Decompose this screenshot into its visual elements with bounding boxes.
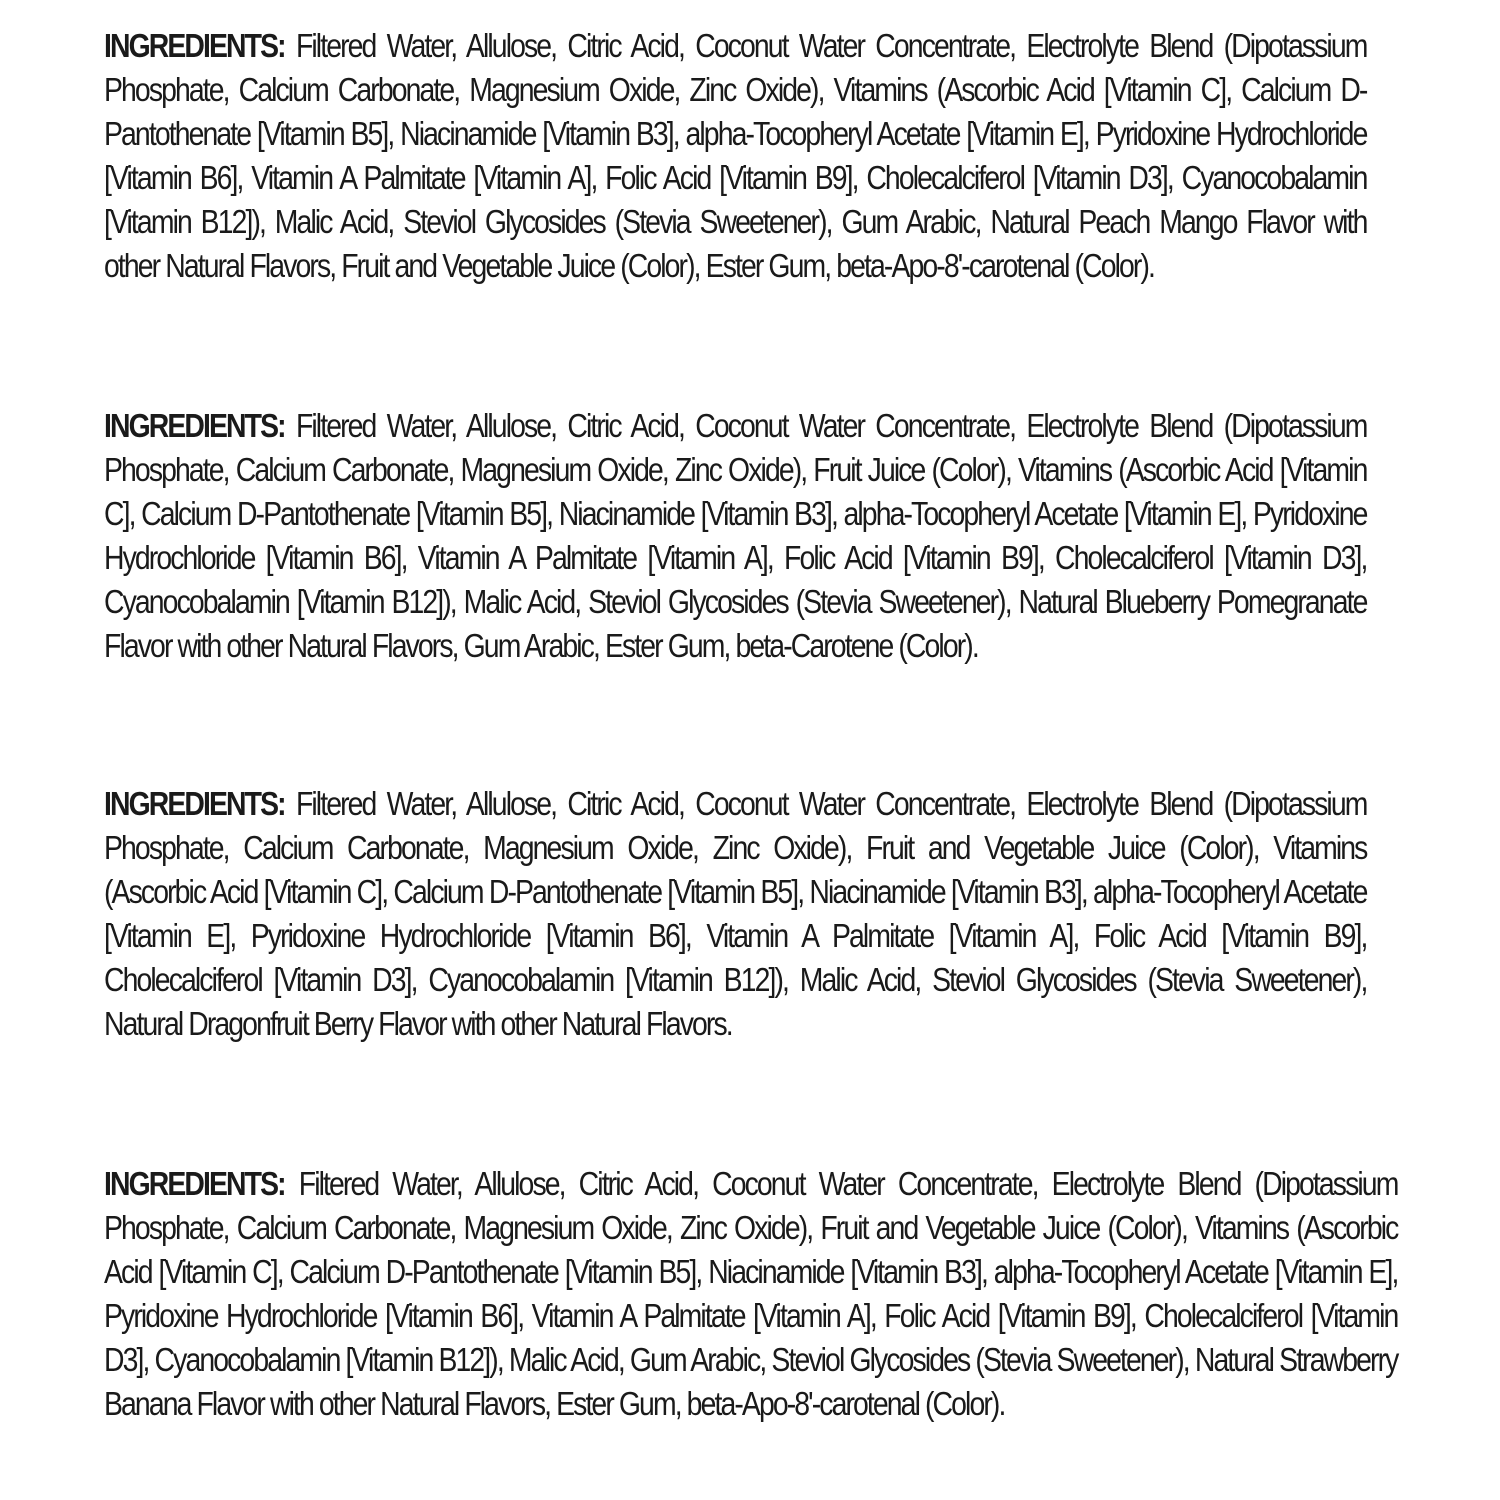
- ingredients-heading: INGREDIENTS:: [104, 27, 285, 64]
- ingredients-block-strawberry-banana: [104, 1162, 1397, 1426]
- ingredients-block-peach-mango: [104, 24, 1366, 288]
- ingredients-text: Filtered Water, Allulose, Citric Acid, Coconut Water Concentrate, Electrolyte Blend (Dipotassium Phosphate, Calcium Carbonate, Magnesium Oxide, Zinc Oxide), Vitamins (Ascorbic Acid [Vitamin C], Calcium D-Pantothenate [Vitamin B5], Niacinamide [Vitamin B3], alpha-Tocopheryl Acetate [Vitamin E], Pyridoxine Hydrochloride [Vitamin B6], Vitamin A Palmitate [Vitamin A], Folic Acid [Vitamin B9], Cholecalciferol [Vitamin D3], Cyanocobalamin [Vitamin B12]), Malic Acid, Steviol Glycosides (Stevia Sweetener), Gum Arabic, Natural Peach Mango Flavor with other Natural Flavors, Fruit and Vegetable Juice (Color), Ester Gum, beta-Apo-8'-carotenal (Color).: [104, 27, 1367, 284]
- ingredients-heading: INGREDIENTS:: [104, 407, 285, 444]
- ingredients-text: Filtered Water, Allulose, Citric Acid, Coconut Water Concentrate, Electrolyte Blend (Dipotassium Phosphate, Calcium Carbonate, Magnesium Oxide, Zinc Oxide), Fruit and Vegetable Juice (Color), Vitamins (Ascorbic Acid [Vitamin C], Calcium D-Pantothenate [Vitamin B5], Niacinamide [Vitamin B3], alpha-Tocopheryl Acetate [Vitamin E], Pyridoxine Hydrochloride [Vitamin B6], Vitamin A Palmitate [Vitamin A], Folic Acid [Vitamin B9], Cholecalciferol [Vitamin D3], Cyanocobalamin [Vitamin B12]), Malic Acid, Steviol Glycosides (Stevia Sweetener), Natural Dragonfruit Berry Flavor with other Natural Flavors.: [104, 785, 1367, 1042]
- ingredients-text: Filtered Water, Allulose, Citric Acid, Coconut Water Concentrate, Electrolyte Blend (Dipotassium Phosphate, Calcium Carbonate, Magnesium Oxide, Zinc Oxide), Fruit and Vegetable Juice (Color), Vitamins (Ascorbic Acid [Vitamin C], Calcium D-Pantothenate [Vitamin B5], Niacinamide [Vitamin B3], alpha-Tocopheryl Acetate [Vitamin E], Pyridoxine Hydrochloride [Vitamin B6], Vitamin A Palmitate [Vitamin A], Folic Acid [Vitamin B9], Cholecalciferol [Vitamin D3], Cyanocobalamin [Vitamin B12]), Malic Acid, Gum Arabic, Steviol Glycosides (Stevia Sweetener), Natural Strawberry Banana Flavor with other Natural Flavors, Ester Gum, beta-Apo-8'-carotenal (Color).: [104, 1165, 1398, 1422]
- ingredients-block-blueberry-pomegranate: [104, 404, 1366, 668]
- ingredients-heading: INGREDIENTS:: [104, 785, 285, 822]
- ingredients-block-dragonfruit-berry: [104, 782, 1366, 1046]
- ingredients-heading: INGREDIENTS:: [104, 1165, 285, 1202]
- ingredients-text: Filtered Water, Allulose, Citric Acid, Coconut Water Concentrate, Electrolyte Blend (Dipotassium Phosphate, Calcium Carbonate, Magnesium Oxide, Zinc Oxide), Fruit Juice (Color), Vitamins (Ascorbic Acid [Vitamin C], Calcium D-Pantothenate [Vitamin B5], Niacinamide [Vitamin B3], alpha-Tocopheryl Acetate [Vitamin E], Pyridoxine Hydrochloride [Vitamin B6], Vitamin A Palmitate [Vitamin A], Folic Acid [Vitamin B9], Cholecalciferol [Vitamin D3], Cyanocobalamin [Vitamin B12]), Malic Acid, Steviol Glycosides (Stevia Sweetener), Natural Blueberry Pomegranate Flavor with other Natural Flavors, Gum Arabic, Ester Gum, beta-Carotene (Color).: [104, 407, 1367, 664]
